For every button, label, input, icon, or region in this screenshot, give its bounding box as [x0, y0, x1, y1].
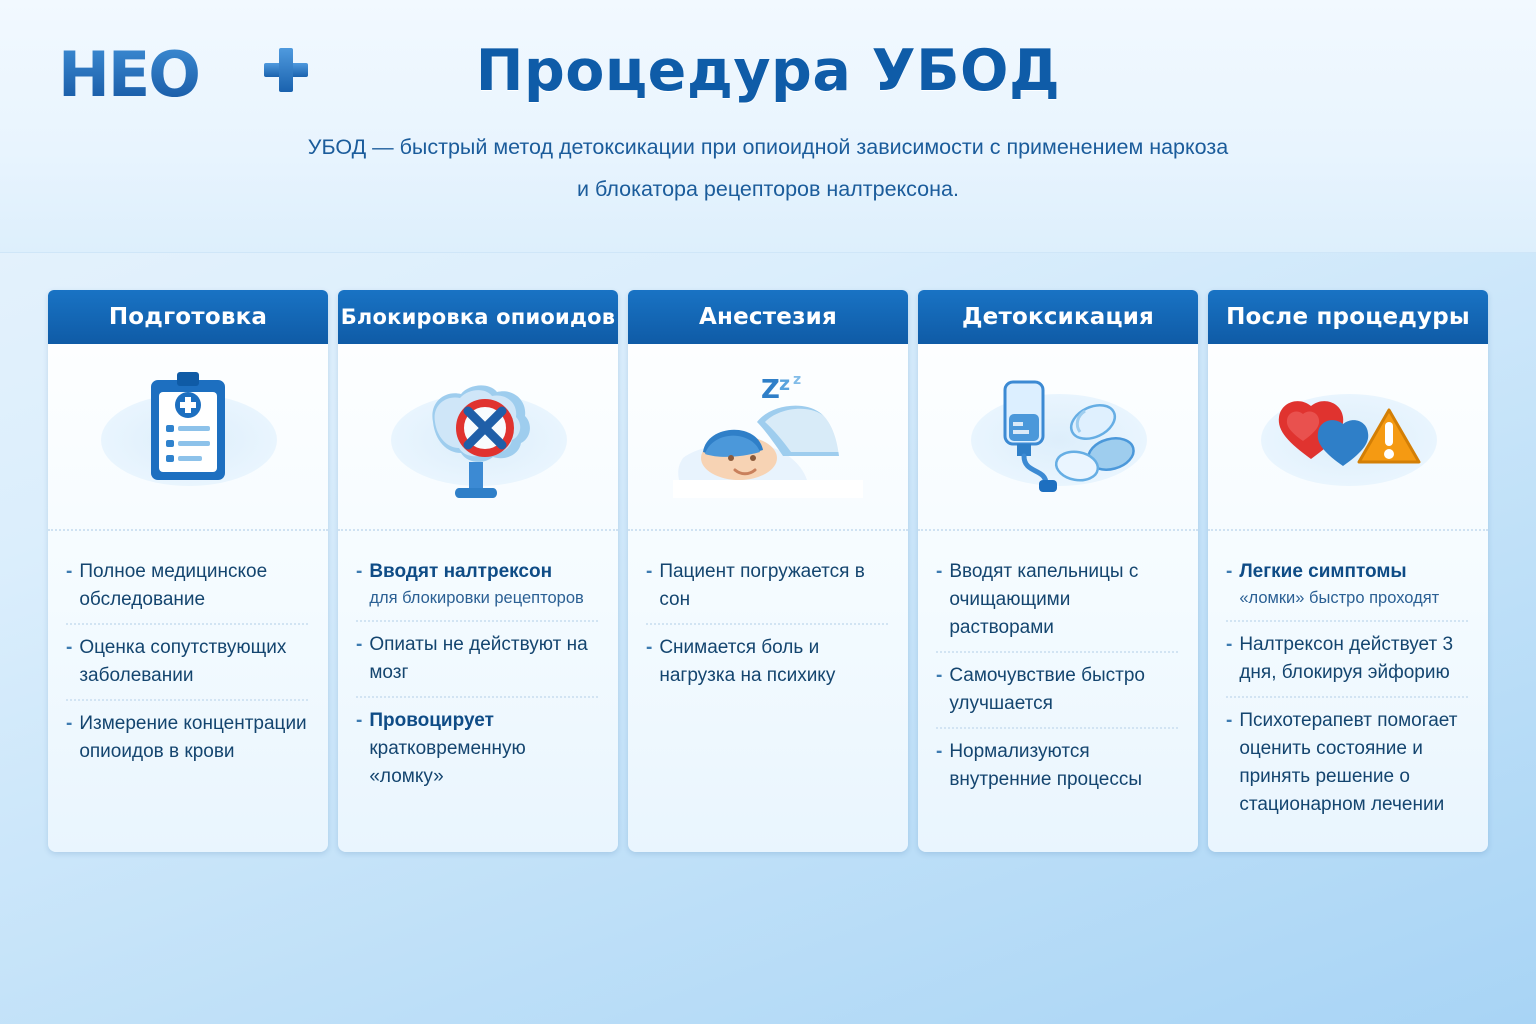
bullet-text: Вводят капельницы с очищающими растворами [949, 561, 1139, 638]
bullet-text: Опиаты не действуют на мозг [369, 634, 588, 683]
bullet-text [1239, 558, 1439, 611]
bullet-dash: - [936, 561, 943, 582]
bullet-dash: - [356, 561, 363, 582]
list-item [356, 696, 598, 800]
step-card-icon-area [338, 344, 618, 531]
bullet-text: Психотерапевт помогает оценить состояние и принять решение о стационарном лечении [1239, 710, 1458, 815]
bullet-text: Измерение концентрации опиоидов в крови [79, 713, 307, 762]
step-card-icon-area [1208, 344, 1488, 531]
step-card-icon-area [48, 344, 328, 531]
step-card-title: После процедуры [1208, 290, 1488, 344]
list-item [356, 549, 598, 620]
bullet-text: Снимается боль и нагрузка на психику [659, 637, 836, 686]
plus-icon [264, 48, 308, 92]
step-card-icon-area [918, 344, 1198, 531]
bullet-dash: - [936, 741, 943, 762]
list-item [1226, 696, 1468, 828]
bullet-dash: - [936, 665, 943, 686]
bullet-text: Пациент погружается в сон [659, 561, 865, 610]
bullet-text [369, 707, 598, 791]
list-item [1226, 620, 1468, 696]
list-item [66, 699, 308, 775]
bullet-dash: - [646, 637, 653, 658]
step-card-bullets [1208, 531, 1488, 852]
step-card-bullets [48, 531, 328, 852]
step-card-opioid-block [338, 290, 618, 852]
step-card-title: Блокировка опиоидов [338, 290, 618, 344]
step-card-icon-area [628, 344, 908, 531]
bullet-subtext: для блокировки рецепторов [369, 589, 584, 607]
step-card-title: Детоксикация [918, 290, 1198, 344]
bullet-strong: Провоцирует [369, 710, 494, 731]
step-card-title: Анестезия [628, 290, 908, 344]
svg-text:z: z [779, 372, 791, 395]
bullet-dash: - [1226, 634, 1233, 655]
step-card-bullets [628, 531, 908, 852]
bullet-dash: - [66, 561, 73, 582]
page-subtitle-line1: УБОД — быстрый метод детоксикации при опиоидной зависимости с применением наркоза [307, 135, 1229, 159]
list-item [936, 727, 1178, 803]
bullet-dash: - [356, 634, 363, 655]
step-card-anesthesia [628, 290, 908, 852]
step-card-detox [918, 290, 1198, 852]
brand-logo [58, 38, 298, 112]
bullet-text: Налтрексон действует 3 дня, блокируя эйфорию [1239, 634, 1454, 683]
step-card-bullets [338, 531, 618, 852]
page-subtitle [0, 126, 1536, 210]
list-item [646, 549, 888, 623]
bullet-subtext: «ломки» быстро проходят [1239, 589, 1440, 607]
page-header [0, 0, 1536, 253]
bullet-strong: Вводят налтрексон [369, 561, 553, 582]
bullet-dash: - [1226, 710, 1233, 731]
svg-text:z: z [793, 371, 802, 388]
list-item [356, 620, 598, 696]
list-item [1226, 549, 1468, 620]
list-item [936, 651, 1178, 727]
page-title: Процедура УБОД [475, 38, 1061, 104]
bullet-text: Оценка сопутствующих заболевании [79, 637, 287, 686]
bullet-rest: кратковременную «ломку» [369, 738, 526, 787]
list-item [936, 549, 1178, 651]
steps-container [48, 290, 1488, 852]
bullet-dash: - [646, 561, 653, 582]
clipboard-medical-icon [73, 362, 303, 512]
bullet-text: Полное медицинское обследование [79, 561, 268, 610]
bullet-dash: - [1226, 561, 1233, 582]
heart-warning-icon [1233, 362, 1463, 512]
svg-text:Z: Z [761, 374, 780, 405]
step-card-title: Подготовка [48, 290, 328, 344]
list-item [66, 549, 308, 623]
bullet-text: Нормализуются внутренние процессы [949, 741, 1143, 790]
list-item [646, 623, 888, 699]
bullet-dash: - [66, 713, 73, 734]
brand-logo-text: HEO [58, 38, 199, 111]
step-card-bullets [918, 531, 1198, 852]
iv-drip-pills-icon [943, 362, 1173, 512]
brain-blocked-icon [363, 362, 593, 512]
step-card-aftercare [1208, 290, 1488, 852]
bullet-text: Самочувствие быстро улучшается [949, 665, 1145, 714]
bullet-dash: - [356, 710, 363, 731]
step-card-preparation [48, 290, 328, 852]
page-subtitle-line2: и блокатора рецепторов налтрексона. [577, 177, 959, 201]
bullet-dash: - [66, 637, 73, 658]
bullet-strong: Легкие симптомы [1239, 561, 1407, 582]
bullet-text [369, 558, 583, 611]
list-item [66, 623, 308, 699]
sleeping-patient-icon [653, 362, 883, 512]
